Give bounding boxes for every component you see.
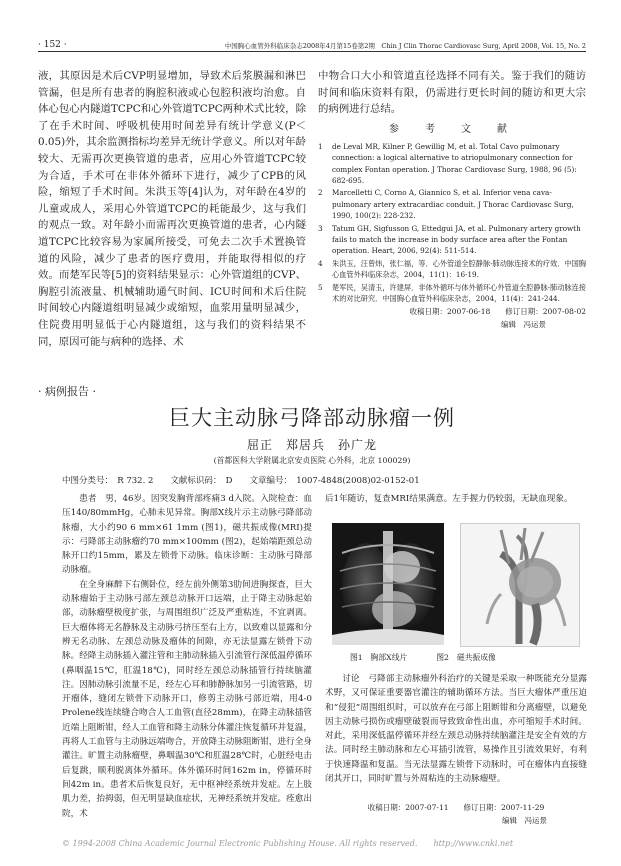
mri-image — [460, 523, 580, 647]
chest-xray-image — [332, 523, 444, 645]
page-number: · 152 · — [38, 40, 67, 50]
case-right-top: 后1年随访，复查MRI结果满意。左手握力仍较弱，无缺血现象。 — [325, 494, 573, 504]
reference-item: 4 朱洪玉，汪曾炜，张仁福，等．心外管道全腔静脉-肺动脉连接术的疗效．中国胸心血管外科临床杂志，2004，11(1)：16-19. — [318, 258, 586, 280]
fig2-caption: 图2 磁共振成像 — [436, 653, 496, 662]
classification-line: 中图分类号： R 732. 2 文献标识码： D 文章编号： 1007-4848(2008)02-0152-01 — [62, 476, 420, 486]
reference-item: 5 楚军民，吴清玉，许建屏．非体外循环与体外循环心外管道全腔静脉-肺动脉连接术的对比研究．中国胸心血管外科临床杂志，2004，11(4)：241-244. — [318, 282, 586, 304]
case-paragraph: 患者 男，46岁。因突发胸背部疼痛3 d入院。入院检查：血压140/80mmHg，心肺未见异常。胸部X线片示主动脉弓降部动脉瘤，大小约90 6 mm×61 1mm (图1)，磁共振成像(MRI)提示：弓降部主动脉瘤约70 mm×100mm (图2)，起始端距颈总动脉开口约15mm，累及左锁骨下动脉。临床诊断：主动脉弓降部动脉瘤。 — [62, 494, 312, 576]
reference-item: 1 de Leval MR, Kilner P, Gewillig M, et al. Total Cavo pulmonary connection: a logical alternative to atriopulmonary connection for complex Fontan operation. J Thorac Cardiovasc Surg, 1988, 96 (5): 682-695. — [318, 141, 577, 185]
prev-received-dates: 收稿日期：2007-06-18 修订日期：2007-08-02 — [409, 307, 586, 317]
case-received-dates: 收稿日期：2007-07-11 修订日期：2007-11-29 — [367, 803, 545, 812]
case-paragraph: 在全身麻醉下右侧卧位，经左前外侧第3肋间进胸探查，巨大动脉瘤始于主动脉弓部左颈总动脉开口远端，止于降主动脉起始部，动脉瘤壁极度扩张，与周围组织广泛及严重粘连，不宜剥离。巨大瘤体将无名静脉及主动脉弓挤压至右上方，以致难以显露和分辨无名动脉、左颈总动脉及瘤体的间隙，亦无法显露左锁骨下动脉。经降主动脉插入灌注管和主肺动脉插入引流管行深低温停循环(鼻咽温15℃，肛温18℃)，同时经左颈总动脉插管行持续脑灌注。因肺动脉引流量不足，经左心耳和肺静脉加另一引流管路，切开瘤体，缝闭左锁骨下动脉开口，修剪主动脉弓部近端，用4-0 Prolene线连续缝合吻合人工血管(直径28mm)，在降主动脉插管近端上阻断钳，经人工血管和降主动脉分体灌注恢复循环并复温，再将人工血管与主动脉远端吻合，开放降主动脉阻断钳，进行全身灌注。旷置主动脉瘤壁，鼻咽温30℃和肛温28℃时，心脏经电击后复跳，顺利脱离体外循环。体外循环时间162m in，停循环时间42m in。患者术后恢复良好，无中枢神经系统并发症。左上肢肌力差，抬拇弱，但无明显缺血症状，无神经系统并发症。痊愈出院，术 — [62, 579, 312, 819]
case-left-column — [62, 492, 312, 821]
prev-article-paragraph: 液，其原因是术后CVP明显增加，导致术后浆膜漏和淋巴管漏，但是所有患者的胸腔积液或心包腔积液均治愈。自体心包心内隧道TCPC和心外管道TCPC两种术式比较，除了在手术时间、呼吸机使用时间差异有统计学意义(P＜0.05)外，其余监测指标均差异无统计学意义。所以对年龄较大、无需再次更换管道的患者，应用心外管道TCPC较为合适，手术可在非体外循环下进行，减少了CPB的风险，缩短了手术时间。朱洪玉等[4]认为，对年龄在4岁的儿童或成人，采用心外管道TCPC的耗能最少，这与我们的观点一致。对年龄小而需再次更换管道的患者，心内隧道TCPC比较容易为家属所接受，可免去二次手术置换管道的风险，减少了患者的医疗费用，并能取得相似的疗效。而楚军民等[5]的资料结果显示：心外管道组的CVP、胸腔引流液量、机械辅助通气时间、ICU时间和术后住院时间较心内隧道组明显减少或缩短，血浆用量明显减少，住院费用明显低于心内隧道组，这与我们的资料结果不同，原因可能与病种的选择、术 — [38, 70, 306, 348]
article-affiliation: (首都医科大学附属北京安贞医院 心外科，北京 100029) — [213, 456, 411, 465]
prev-article-conclusion: 中物合口大小和管道直径选择不同有关。鉴于我们的随访时间和临床资料有限，仍需进行更长时间的随访和更大宗的病例进行总结。 — [318, 70, 586, 116]
prev-article-right-column — [318, 68, 586, 330]
references-heading: 参 考 文 献 — [389, 123, 515, 135]
reference-item: 2 Marcelletti C, Corno A, Giannico S, et al. Inferior vena cava-pulmonary artery extracardiac conduit. J Thorac Cardiovasc Surg, 1990, 100(2): 228-232. — [318, 188, 574, 221]
prev-editor: 编辑 冯运景 — [501, 320, 546, 330]
copyright-footer: © 1994-2008 China Academic Journal Electronic Publishing House. All rights reserved. http://www.cnki.net — [62, 839, 514, 848]
figure-panel — [320, 523, 590, 648]
prev-article-left-column — [38, 68, 306, 350]
fig1-caption: 图1 胸部X线片 — [350, 653, 408, 662]
case-meta — [325, 800, 587, 826]
running-header — [38, 40, 586, 52]
reference-list — [318, 141, 586, 305]
figure-captions — [350, 652, 496, 663]
reference-item: 3 Tatum GH, Sigfusson G, Ettedgui JA, et al. Pulmonary artery growth fails to match the increase in body surface area after the Fontan operation. Heart, 2006, 92(4): 511-514. — [318, 223, 581, 256]
discussion-paragraph: 讨论 弓降部主动脉瘤外科治疗的关键是采取一种既能充分显露术野，又可保证重要器官灌注的辅助循环方法。当巨大瘤体严重压迫和“侵犯”周围组织时，可以放弃在弓部上阻断钳和分离瘤壁，以避免因主动脉弓损伤或瘤壁破裂而导致致命性出血，亦可缩短手术时间。对此，采用深低温停循环并经左颈总动脉持续脑灌注是安全有效的方法。同时经主肺动脉和左心耳插引流管，易操作且引流效果好，有利于快速降温和复温。当无法显露左锁骨下动脉时，可在瘤体内直接缝闭其开口，同时旷置与外周粘连的主动脉瘤壁。 — [325, 674, 587, 785]
article-title: 巨大主动脉弓降部动脉瘤一例 — [169, 406, 455, 430]
case-editor: 编辑 冯运景 — [502, 816, 547, 825]
journal-citation: 中国胸心血管外科临床杂志2008年4月第15卷第2期 Chin J Clin Thorac Cardiovasc Surg, April 2008, Vol. 15, No. 2 — [224, 42, 586, 50]
article-authors: 屈正 郑居兵 孙广龙 — [246, 438, 377, 452]
section-label: · 病例报告 · — [38, 385, 96, 398]
